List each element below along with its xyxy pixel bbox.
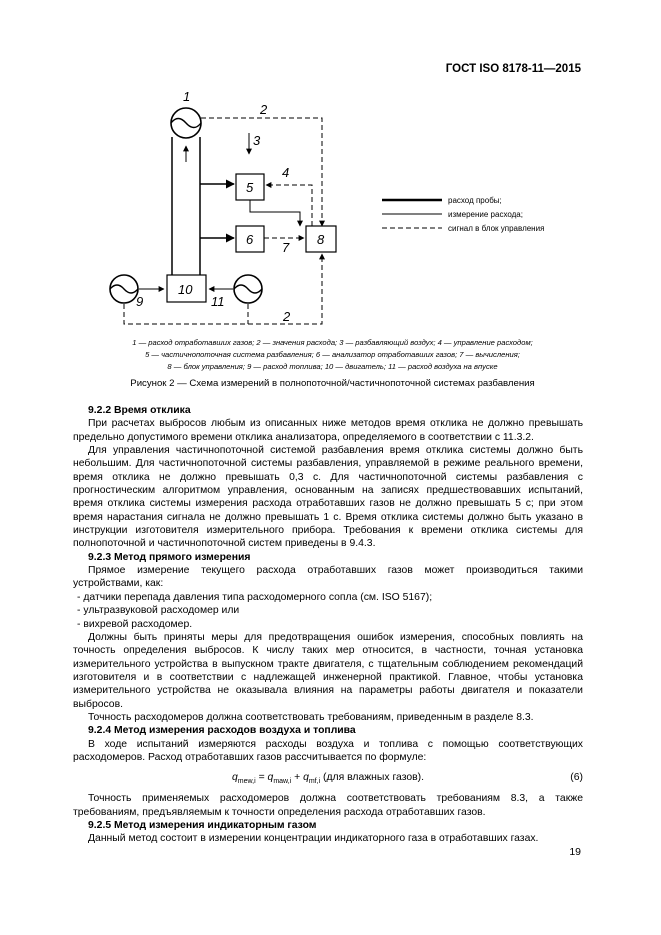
flow-measure-5-to-8 xyxy=(250,200,300,226)
label-2-top: 2 xyxy=(260,102,268,117)
signal-4-control xyxy=(266,185,312,226)
label-3: 3 xyxy=(253,133,261,148)
label-10: 10 xyxy=(178,282,193,297)
list-item: - ультразвуковой расходомер или xyxy=(77,605,240,617)
flowmeter-11-air-icon xyxy=(234,275,262,303)
figure-key-line: 5 — частичнопоточная система разбавления; 6 — анализатор отработавших газов; 7 — вычисления; xyxy=(145,350,520,359)
list-item: - датчики перепада давления типа расходомерного сопла (см. ISO 5167); xyxy=(77,591,433,603)
label-1: 1 xyxy=(183,89,191,104)
figure-caption: Рисунок 2 — Схема измерений в полнопоточной/частичнопоточной системах разбавления xyxy=(130,378,535,389)
formula-6 xyxy=(73,764,583,792)
label-8: 8 xyxy=(317,232,325,247)
formula-note: (для влажных газов). xyxy=(320,772,424,784)
paragraph: Прямое измерение текущего расхода отработавших газов может производиться такими устройствами, как: xyxy=(73,565,583,590)
label-2-bottom: 2 xyxy=(283,309,291,324)
formula-q-term2: q xyxy=(303,772,309,784)
paragraph: При расчетах выбросов любым из описанных ниже методов время отклика не должно превышать предельно допустимого времени отклика анализатора, определяемого в соответствии с 11.3.2. xyxy=(73,418,583,443)
formula-sub-term1: maw,i xyxy=(273,778,292,786)
label-5: 5 xyxy=(246,180,254,195)
section-heading-9-2-5: 9.2.5 Метод измерения индикаторным газом xyxy=(88,819,317,831)
paragraph: Данный метод состоит в измерении концентрации индикаторного газа в отработавших газах. xyxy=(88,833,539,845)
label-7: 7 xyxy=(282,240,290,255)
legend-text-control-signal: сигнал в блок управления xyxy=(448,224,545,233)
page-header: ГОСТ ISO 8178-11—2015 xyxy=(445,63,581,75)
legend-text-flow-measure: измерение расхода; xyxy=(448,210,523,219)
list-item: - вихревой расходомер. xyxy=(77,618,193,630)
paragraph: Для управления частичнопоточной системой разбавления время отклика системы должно быть небольшим. Для частичнопоточной системы разбавления, управляемой в режиме реального времени, время отклика не должно превышать 0,3 с. Для частичнопоточной системы разбавления с прогностическим алгоритмом управления, основанным на записях предшествовавших испытаний, время отклика системы измерения расхода отработавших газов не должно превышать 5 с; при этом время нарастания сигнала не должно превышать 1 с. Время отклика системы должно быть указано в инструкции изготовителя измерительного прибора. Требования к времени отклика системы для полнопоточной и частичнопоточной систем приведены в 9.4.3. xyxy=(73,445,583,550)
formula-plus: + xyxy=(291,772,304,784)
label-11: 11 xyxy=(211,294,225,309)
signal-2-top xyxy=(201,118,322,226)
flowmeter-1-icon xyxy=(171,108,201,138)
figure-key xyxy=(60,337,605,373)
body-text xyxy=(73,404,583,846)
paragraph: Точность расходомеров должна соответствовать требованиям, приведенным в разделе 8.3. xyxy=(88,711,534,723)
formula-q-lhs: q xyxy=(232,772,238,784)
formula-equals: = xyxy=(255,772,268,784)
formula-sub-term2: mf,i xyxy=(308,778,321,786)
section-heading-9-2-2: 9.2.2 Время отклика xyxy=(88,405,191,416)
formula-sub-lhs: mew,i xyxy=(237,778,256,786)
label-4: 4 xyxy=(282,165,290,180)
section-heading-9-2-4: 9.2.4 Метод измерения расходов воздуха и топлива xyxy=(88,725,356,737)
paragraph: Должны быть приняты меры для предотвращения ошибок измерения, способных повлиять на точность определения выбросов. К числу таких мер относится, в частности, точная установка измерительного устройства в выпускном тракте двигателя, с тщательным соблюдением рекомендаций изготовителя и в соответствии с надлежащей инженерной практикой. Главное, чтобы установка измерительного устройства не оказывала влияния на параметры работы двигателя и показатели выбросов. xyxy=(73,631,583,710)
figure-key-line: 8 — блок управления; 9 — расход топлива; 10 — двигатель; 11 — расход воздуха на впуске xyxy=(167,362,498,371)
label-6: 6 xyxy=(246,232,254,247)
flowmeter-9-fuel-icon xyxy=(110,275,138,303)
label-9: 9 xyxy=(136,294,144,309)
figure-key-line: 1 — расход отработавших газов; 2 — значения расхода; 3 — разбавляющий воздух; 4 — управление расходом; xyxy=(132,338,533,347)
formula-number: (6) xyxy=(570,772,583,784)
diagram-legend xyxy=(382,196,544,233)
formula-expression xyxy=(73,771,583,788)
section-heading-9-2-3: 9.2.3 Метод прямого измерения xyxy=(88,551,251,563)
formula-q-term1: q xyxy=(267,772,274,784)
paragraph: В ходе испытаний измеряются расходы воздуха и топлива с помощью соответствующих расходомеров. Расход отработавших газов рассчитывается по формуле: xyxy=(73,738,583,763)
legend-text-sample-flow: расход пробы; xyxy=(448,196,502,205)
paragraph: Точность применяемых расходомеров должна соответствовать требованиям 8.3, а также требованиям, предъявляемым к точности определения расхода отработавших газов. xyxy=(73,793,583,818)
page-number: 19 xyxy=(569,846,581,858)
